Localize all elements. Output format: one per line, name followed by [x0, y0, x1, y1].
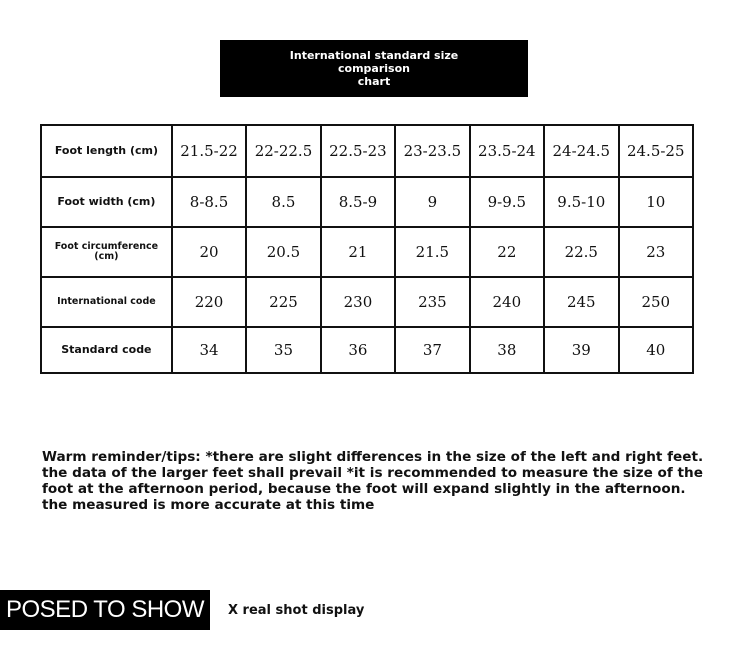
row-label: Standard code — [42, 328, 173, 374]
tips-line: the data of the larger feet shall prevail *it is recommended to measure the size of the — [42, 465, 703, 481]
tips-line: foot at the afternoon period, because the foot will expand slightly in the afternoon. — [42, 481, 686, 497]
size-comparison-table — [40, 124, 694, 374]
posed-to-show-badge: POSED TO SHOW — [0, 590, 210, 630]
table-row-foot-circumference — [42, 228, 694, 278]
table-cell: 39 — [545, 328, 619, 374]
table-cell: 23 — [620, 228, 694, 278]
tips-line: Warm reminder/tips: *there are slight differences in the size of the left and right feet. — [42, 449, 704, 465]
row-label-line1: Foot circumference — [54, 241, 159, 252]
row-label: International code — [42, 278, 173, 328]
table-cell: 40 — [620, 328, 694, 374]
chart-title-line2: chart — [357, 75, 391, 88]
row-label — [42, 228, 173, 278]
table-cell: 9 — [396, 178, 470, 228]
table-cell: 9-9.5 — [471, 178, 545, 228]
table-cell: 22-22.5 — [247, 126, 321, 178]
table-cell: 35 — [247, 328, 321, 374]
tips-line: the measured is more accurate at this time — [42, 497, 375, 513]
table-row-international-code — [42, 278, 694, 328]
table-cell: 23.5-24 — [471, 126, 545, 178]
table-cell: 22.5-23 — [322, 126, 396, 178]
table-cell: 20.5 — [247, 228, 321, 278]
table-cell: 230 — [322, 278, 396, 328]
table-cell: 23-23.5 — [396, 126, 470, 178]
table-cell: 8.5 — [247, 178, 321, 228]
table-cell: 245 — [545, 278, 619, 328]
table-cell: 22.5 — [545, 228, 619, 278]
table-cell: 36 — [322, 328, 396, 374]
table-cell: 37 — [396, 328, 470, 374]
table-cell: 250 — [620, 278, 694, 328]
table-cell: 21.5-22 — [173, 126, 247, 178]
table-cell: 22 — [471, 228, 545, 278]
real-shot-note: X real shot display — [228, 603, 365, 618]
table-cell: 34 — [173, 328, 247, 374]
table-cell: 24-24.5 — [545, 126, 619, 178]
table-cell: 21.5 — [396, 228, 470, 278]
table-cell: 240 — [471, 278, 545, 328]
chart-title — [220, 40, 528, 97]
row-label-line2: (cm) — [94, 251, 119, 262]
table-row-standard-code — [42, 328, 694, 374]
table-row-foot-width — [42, 178, 694, 228]
table-cell: 38 — [471, 328, 545, 374]
row-label: Foot width (cm) — [42, 178, 173, 228]
table-cell: 20 — [173, 228, 247, 278]
table-cell: 220 — [173, 278, 247, 328]
table-row-foot-length — [42, 126, 694, 178]
table-cell: 9.5-10 — [545, 178, 619, 228]
table-cell: 21 — [322, 228, 396, 278]
table-cell: 8-8.5 — [173, 178, 247, 228]
table-cell: 10 — [620, 178, 694, 228]
table-cell: 235 — [396, 278, 470, 328]
chart-title-line1: International standard size comparison — [289, 49, 459, 75]
table-cell: 8.5-9 — [322, 178, 396, 228]
table-cell: 225 — [247, 278, 321, 328]
table-cell: 24.5-25 — [620, 126, 694, 178]
row-label: Foot length (cm) — [42, 126, 173, 178]
tips-text — [42, 449, 722, 513]
